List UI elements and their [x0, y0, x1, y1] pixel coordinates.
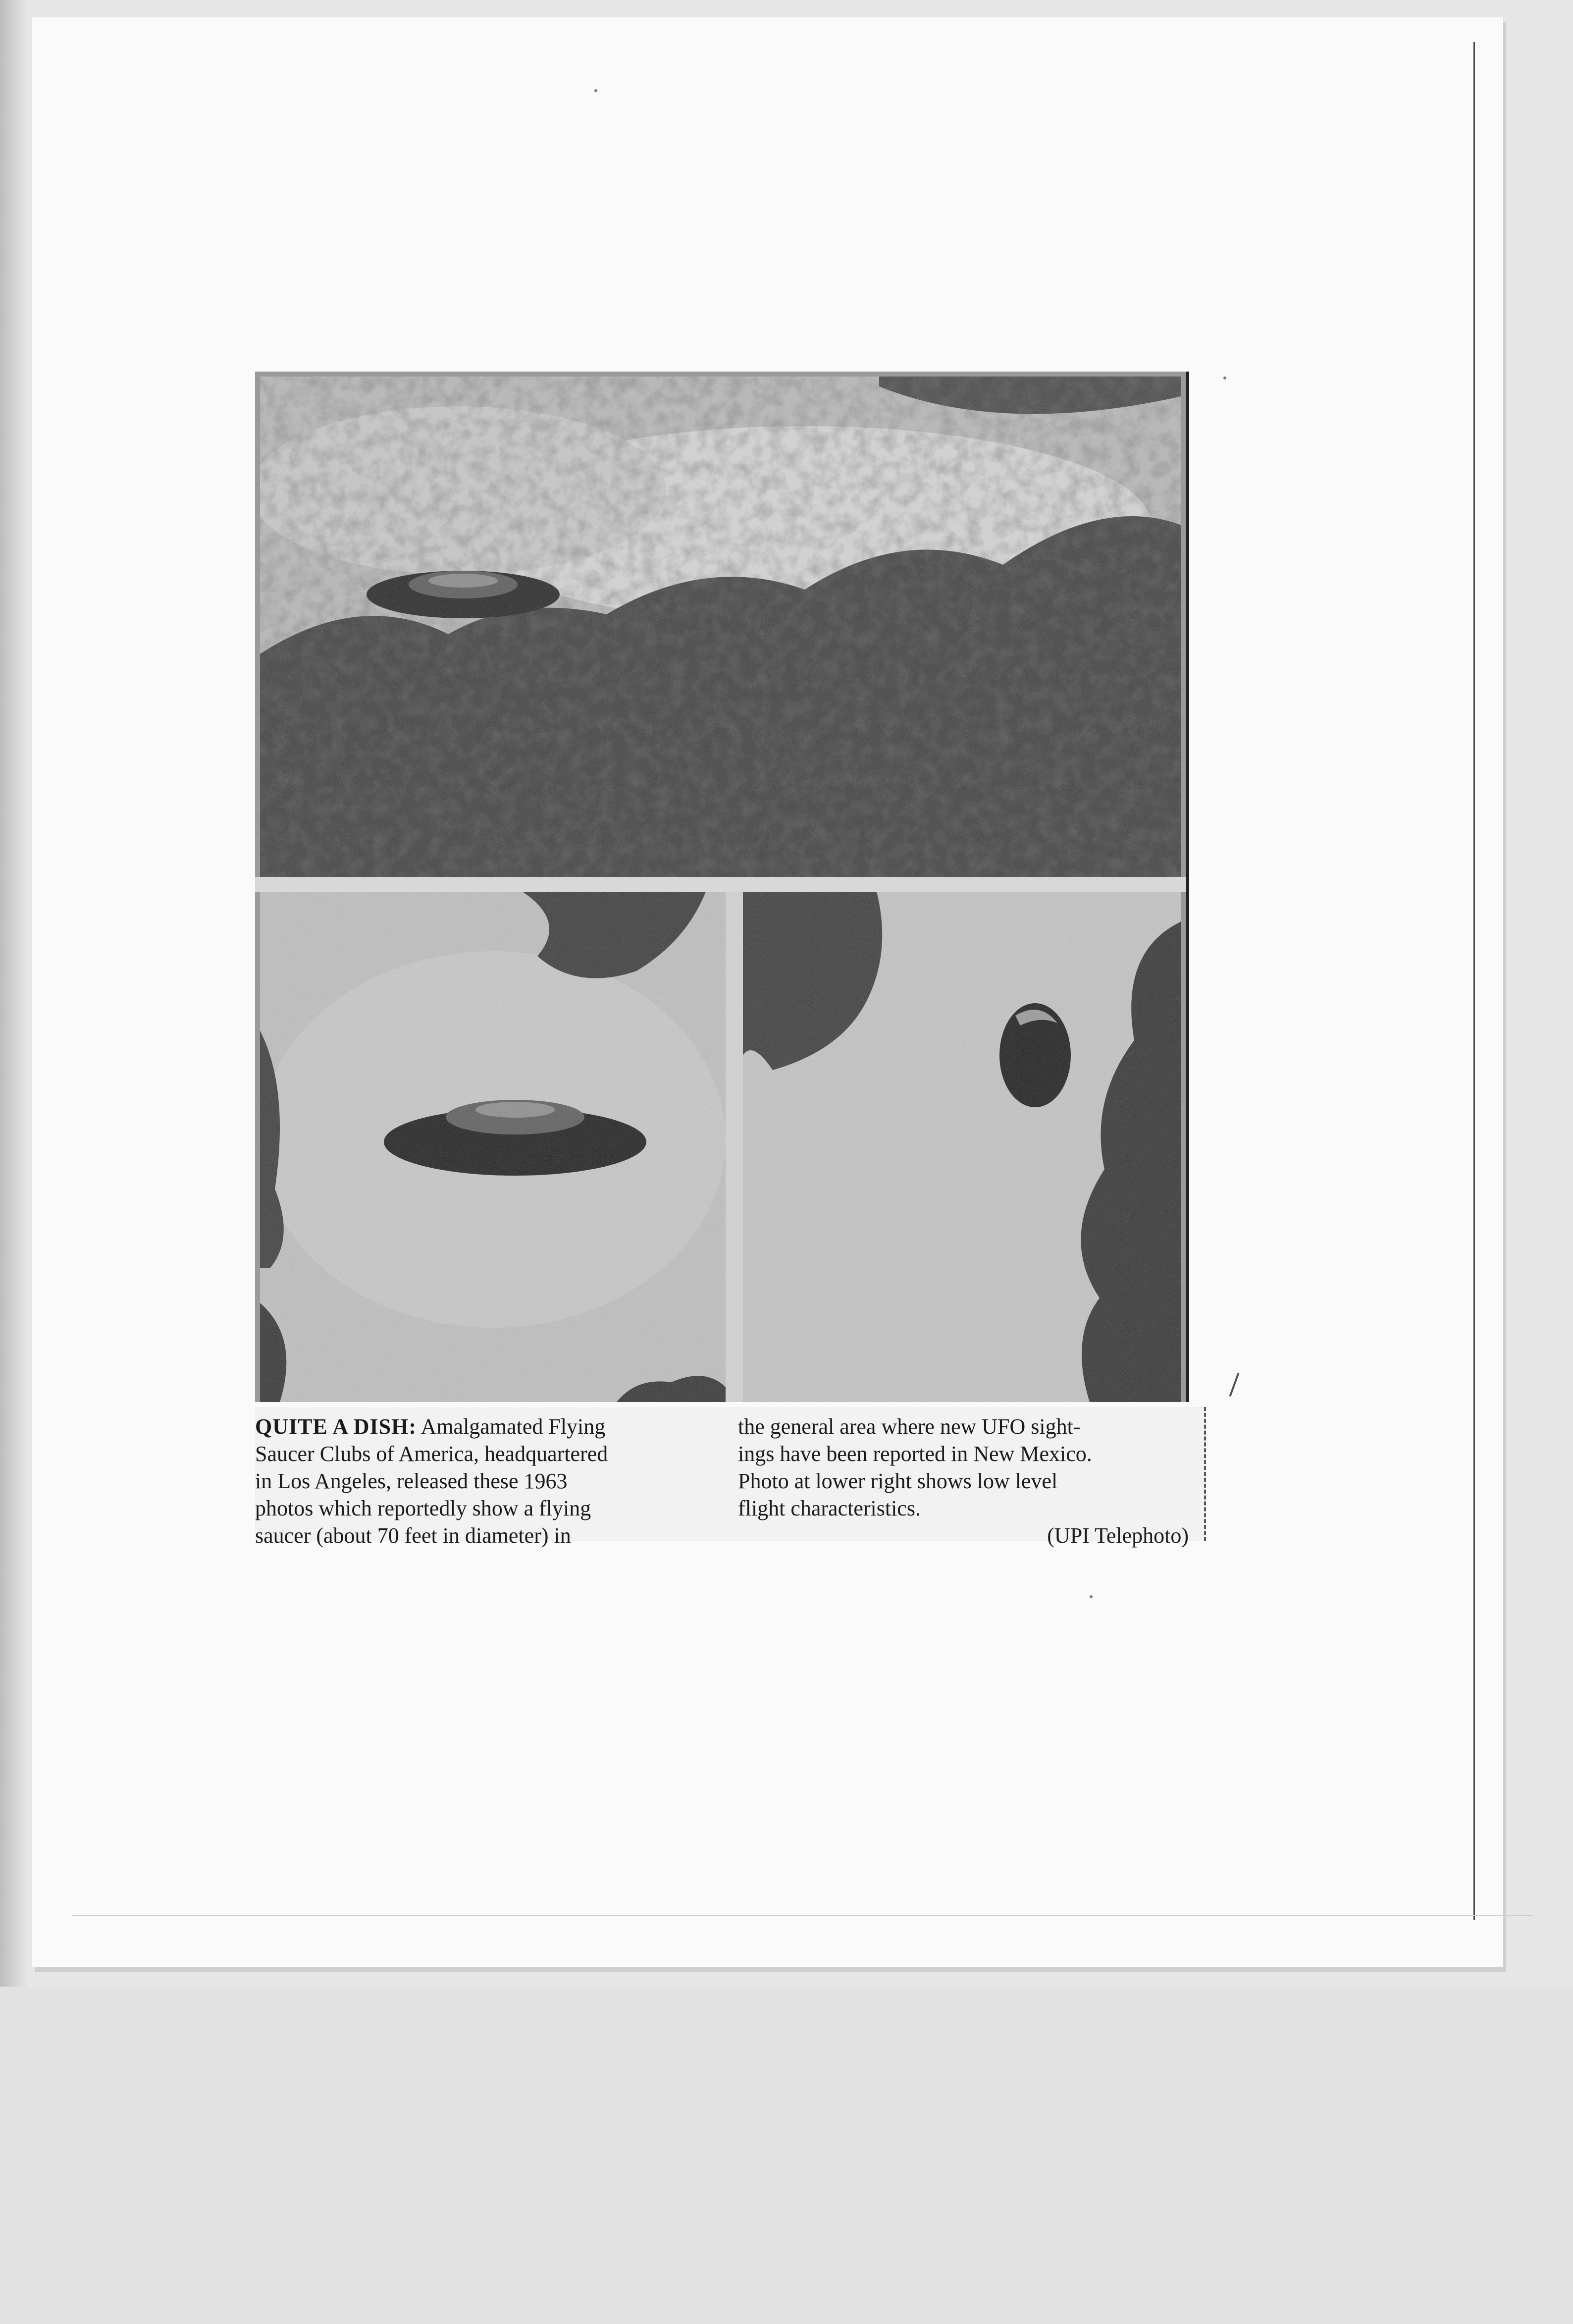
photo-collage: [255, 372, 1189, 1402]
photo-divider-horizontal: [255, 877, 1186, 892]
photo-bottom-right-image: [743, 892, 1181, 1402]
caption-left-column: [255, 1413, 721, 1549]
scanner-background: [0, 1987, 1573, 2324]
caption-line: ings have been reported in New Mexico.: [738, 1442, 1092, 1466]
photo-bottom-left-image: [260, 892, 726, 1402]
caption-line: in Los Angeles, released these 1963: [255, 1469, 568, 1493]
photo-top-image: [260, 377, 1181, 877]
page-bottom-line: [72, 1915, 1533, 1916]
newspaper-clipping: [255, 372, 1206, 1548]
photo-divider-vertical: [726, 892, 743, 1402]
caption-line: flight characteristics.: [738, 1496, 921, 1520]
photo-bottom-right-saucer: [743, 892, 1181, 1402]
caption-line: the general area where new UFO sight-: [738, 1414, 1081, 1439]
caption-lead: QUITE A DISH:: [255, 1414, 417, 1439]
dust-speck: [594, 89, 597, 92]
photo-caption: [255, 1407, 1206, 1548]
caption-line: Saucer Clubs of America, headquartered: [255, 1442, 608, 1466]
dust-speck: [1223, 377, 1226, 379]
caption-right-column: [738, 1413, 1189, 1549]
photo-bottom-left-saucer: [260, 892, 726, 1402]
caption-line-text: Amalgamated Flying: [416, 1414, 606, 1439]
photo-top-saucer: [260, 377, 1181, 877]
caption-line: Photo at lower right shows low level: [738, 1469, 1058, 1493]
dust-speck: [1090, 1595, 1093, 1598]
photo-credit: (UPI Telephoto): [1047, 1523, 1189, 1548]
scan-edge: [0, 0, 30, 2324]
page-edge-line: [1473, 42, 1475, 1920]
caption-line: saucer (about 70 feet in diameter) in: [255, 1523, 571, 1548]
caption-line: [255, 1413, 721, 1440]
caption-line: photos which reportedly show a flying: [255, 1496, 591, 1520]
